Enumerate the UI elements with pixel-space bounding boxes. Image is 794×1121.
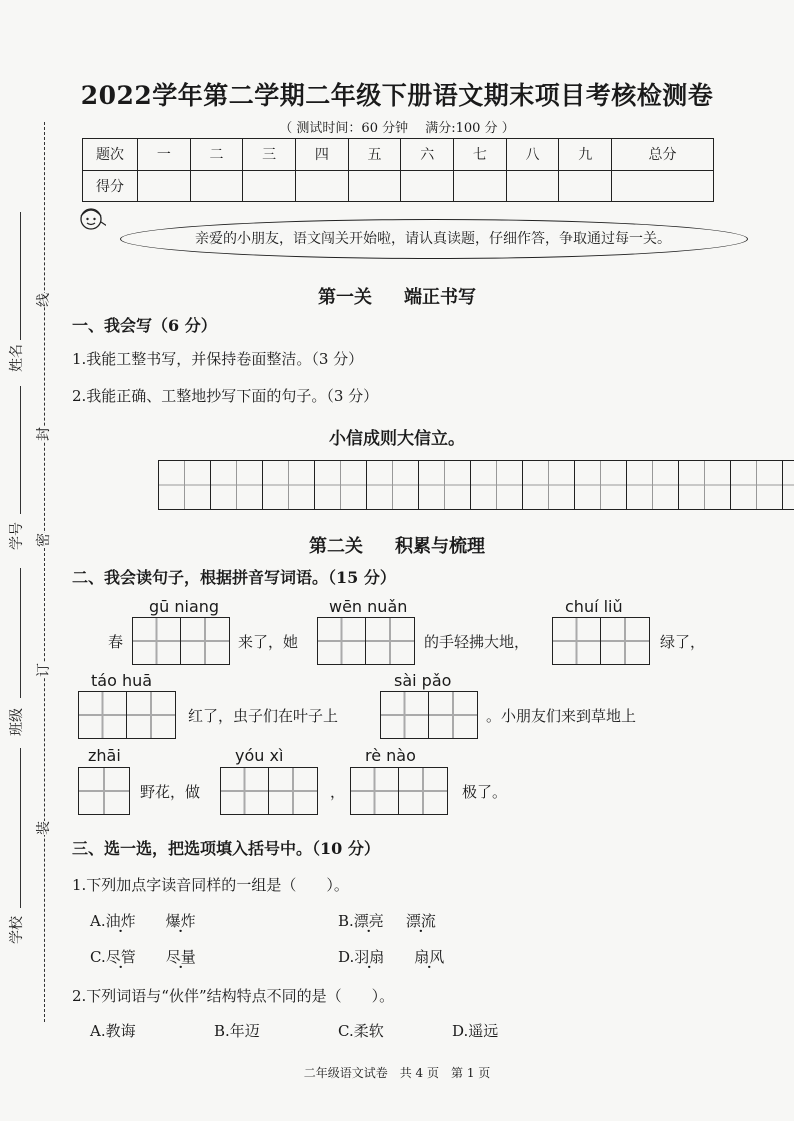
seal-mark-xian: 线 — [33, 293, 53, 307]
q3-heading: 三、选一选，把选项填入括号中。（10 分） — [72, 839, 380, 858]
level-2-title — [0, 532, 794, 558]
page-title: 2022学年第二学期二年级下册语文期末项目考核检测卷 — [80, 81, 714, 110]
column-header: 六 — [401, 139, 454, 171]
score-cell[interactable] — [454, 170, 507, 202]
class-blank[interactable] — [20, 568, 21, 698]
grid-cell[interactable] — [783, 461, 794, 509]
option-d2[interactable]: D.遥远 — [452, 1022, 499, 1040]
level-2-topic: 积累与梳理 — [395, 536, 485, 557]
exam-info: （ 测试时间：60 分钟 满分:100 分 ） — [279, 121, 515, 136]
score-cell[interactable] — [506, 170, 559, 202]
row-header: 题次 — [83, 139, 138, 171]
q1-item-2: 2.我能正确、工整地抄写下面的句子。（3 分） — [72, 387, 379, 405]
text-laile: 来了，她 — [238, 633, 299, 651]
score-table — [82, 138, 714, 202]
score-cell[interactable] — [190, 170, 243, 202]
answer-grid-renao[interactable] — [350, 767, 448, 815]
grid-cell[interactable] — [263, 461, 315, 509]
pinyin-saipao: sài pǎo — [394, 671, 452, 690]
text-chun: 春 — [108, 633, 124, 651]
score-cell[interactable] — [559, 170, 612, 202]
seal-mark-mi: 密 — [33, 533, 53, 547]
table-row — [83, 170, 714, 202]
binding-line — [44, 122, 45, 1022]
column-header: 八 — [506, 139, 559, 171]
score-cell[interactable] — [138, 170, 191, 202]
answer-grid-chuiliu[interactable] — [552, 617, 650, 665]
answer-grid-zhai[interactable] — [78, 767, 130, 815]
grid-cell[interactable] — [575, 461, 627, 509]
answer-grid-wennuan[interactable] — [317, 617, 415, 665]
grid-cell[interactable] — [731, 461, 783, 509]
level-1-name: 第一关 — [318, 287, 372, 308]
option-b2[interactable]: B.年迈 — [214, 1022, 260, 1040]
level-1-title — [0, 283, 794, 309]
q1-heading: 一、我会写（6 分） — [72, 316, 217, 335]
option-a[interactable]: A.油炸 爆炸 — [90, 912, 196, 930]
option-c[interactable]: C.尽管 尽量 — [90, 948, 196, 966]
id-label: 学号 — [9, 522, 25, 550]
q2-heading: 二、我会读句子，根据拼音写词语。（15 分） — [72, 568, 396, 587]
grid-cell[interactable] — [471, 461, 523, 509]
grid-cell[interactable] — [627, 461, 679, 509]
column-header: 总分 — [612, 139, 714, 171]
text-shou: 的手轻拂大地， — [424, 633, 530, 651]
grid-cell[interactable] — [159, 461, 211, 509]
option-d[interactable]: D.羽扇 扇风 — [338, 948, 445, 966]
text-hongle: 红了，虫子们在叶子上 — [188, 707, 339, 725]
grid-cell[interactable] — [211, 461, 263, 509]
pinyin-youxi: yóu xì — [235, 746, 284, 765]
level-1-topic: 端正书写 — [404, 287, 476, 308]
column-header: 三 — [243, 139, 296, 171]
text-comma: ， — [330, 783, 346, 801]
option-b[interactable]: B.漂亮 漂流 — [338, 912, 436, 930]
table-row — [83, 139, 714, 171]
column-header: 四 — [296, 139, 349, 171]
q3-question-2: 2.下列词语与“伙伴”结构特点不同的是（ ）。 — [72, 987, 395, 1005]
seal-mark-ding: 订 — [33, 663, 53, 677]
option-a2[interactable]: A.教诲 — [90, 1022, 136, 1040]
pinyin-renao: rè nào — [365, 746, 416, 765]
page-footer: 二年级语文试卷 共 4 页 第 1 页 — [303, 1066, 491, 1080]
q1-item-1: 1.我能工整书写，并保持卷面整洁。（3 分） — [72, 350, 364, 368]
school-blank[interactable] — [20, 748, 21, 908]
score-cell[interactable] — [348, 170, 401, 202]
answer-grid-youxi[interactable] — [220, 767, 318, 815]
answer-grid-guniang[interactable] — [132, 617, 230, 665]
answer-grid-saipao[interactable] — [380, 691, 478, 739]
class-label: 班级 — [9, 708, 25, 736]
column-header: 七 — [454, 139, 507, 171]
name-blank[interactable] — [20, 212, 21, 340]
column-header: 一 — [138, 139, 191, 171]
grid-cell[interactable] — [315, 461, 367, 509]
seal-mark-zhuang: 装 — [33, 821, 53, 835]
grid-cell[interactable] — [679, 461, 731, 509]
greeting-text: 亲爱的小朋友，语文闯关开始啦，请认真读题，仔细作答，争取通过每一关。 — [195, 231, 671, 247]
pinyin-wennuan: wēn nuǎn — [329, 597, 408, 616]
text-jile: 极了。 — [462, 783, 508, 801]
column-header: 五 — [348, 139, 401, 171]
answer-grid-taohua[interactable] — [78, 691, 176, 739]
level-2-name: 第二关 — [309, 536, 363, 557]
text-yehua: 野花，做 — [140, 783, 201, 801]
row-header: 得分 — [83, 170, 138, 202]
column-header: 二 — [190, 139, 243, 171]
pinyin-zhai: zhāi — [88, 746, 121, 765]
name-label: 姓名 — [9, 344, 25, 372]
score-cell[interactable] — [612, 170, 714, 202]
child-icon — [76, 204, 106, 234]
grid-cell[interactable] — [523, 461, 575, 509]
text-xiaopengyou: 。小朋友们来到草地上 — [486, 707, 637, 725]
copy-sentence: 小信成则大信立。 — [329, 429, 465, 449]
pinyin-chuiliu: chuí liǔ — [565, 597, 623, 616]
score-cell[interactable] — [243, 170, 296, 202]
school-label: 学校 — [9, 916, 25, 944]
column-header: 九 — [559, 139, 612, 171]
score-cell[interactable] — [401, 170, 454, 202]
option-c2[interactable]: C.柔软 — [338, 1022, 384, 1040]
pinyin-taohua: táo huā — [91, 671, 153, 690]
grid-cell[interactable] — [367, 461, 419, 509]
seal-mark-feng: 封 — [33, 427, 53, 441]
score-cell[interactable] — [296, 170, 349, 202]
grid-cell[interactable] — [419, 461, 471, 509]
id-blank[interactable] — [20, 386, 21, 514]
text-lvle: 绿了， — [660, 633, 706, 651]
pinyin-guniang: gū niang — [149, 597, 220, 616]
q3-question-1: 1.下列加点字读音同样的一组是（ ）。 — [72, 876, 349, 894]
copy-writing-grid[interactable] — [158, 460, 794, 510]
